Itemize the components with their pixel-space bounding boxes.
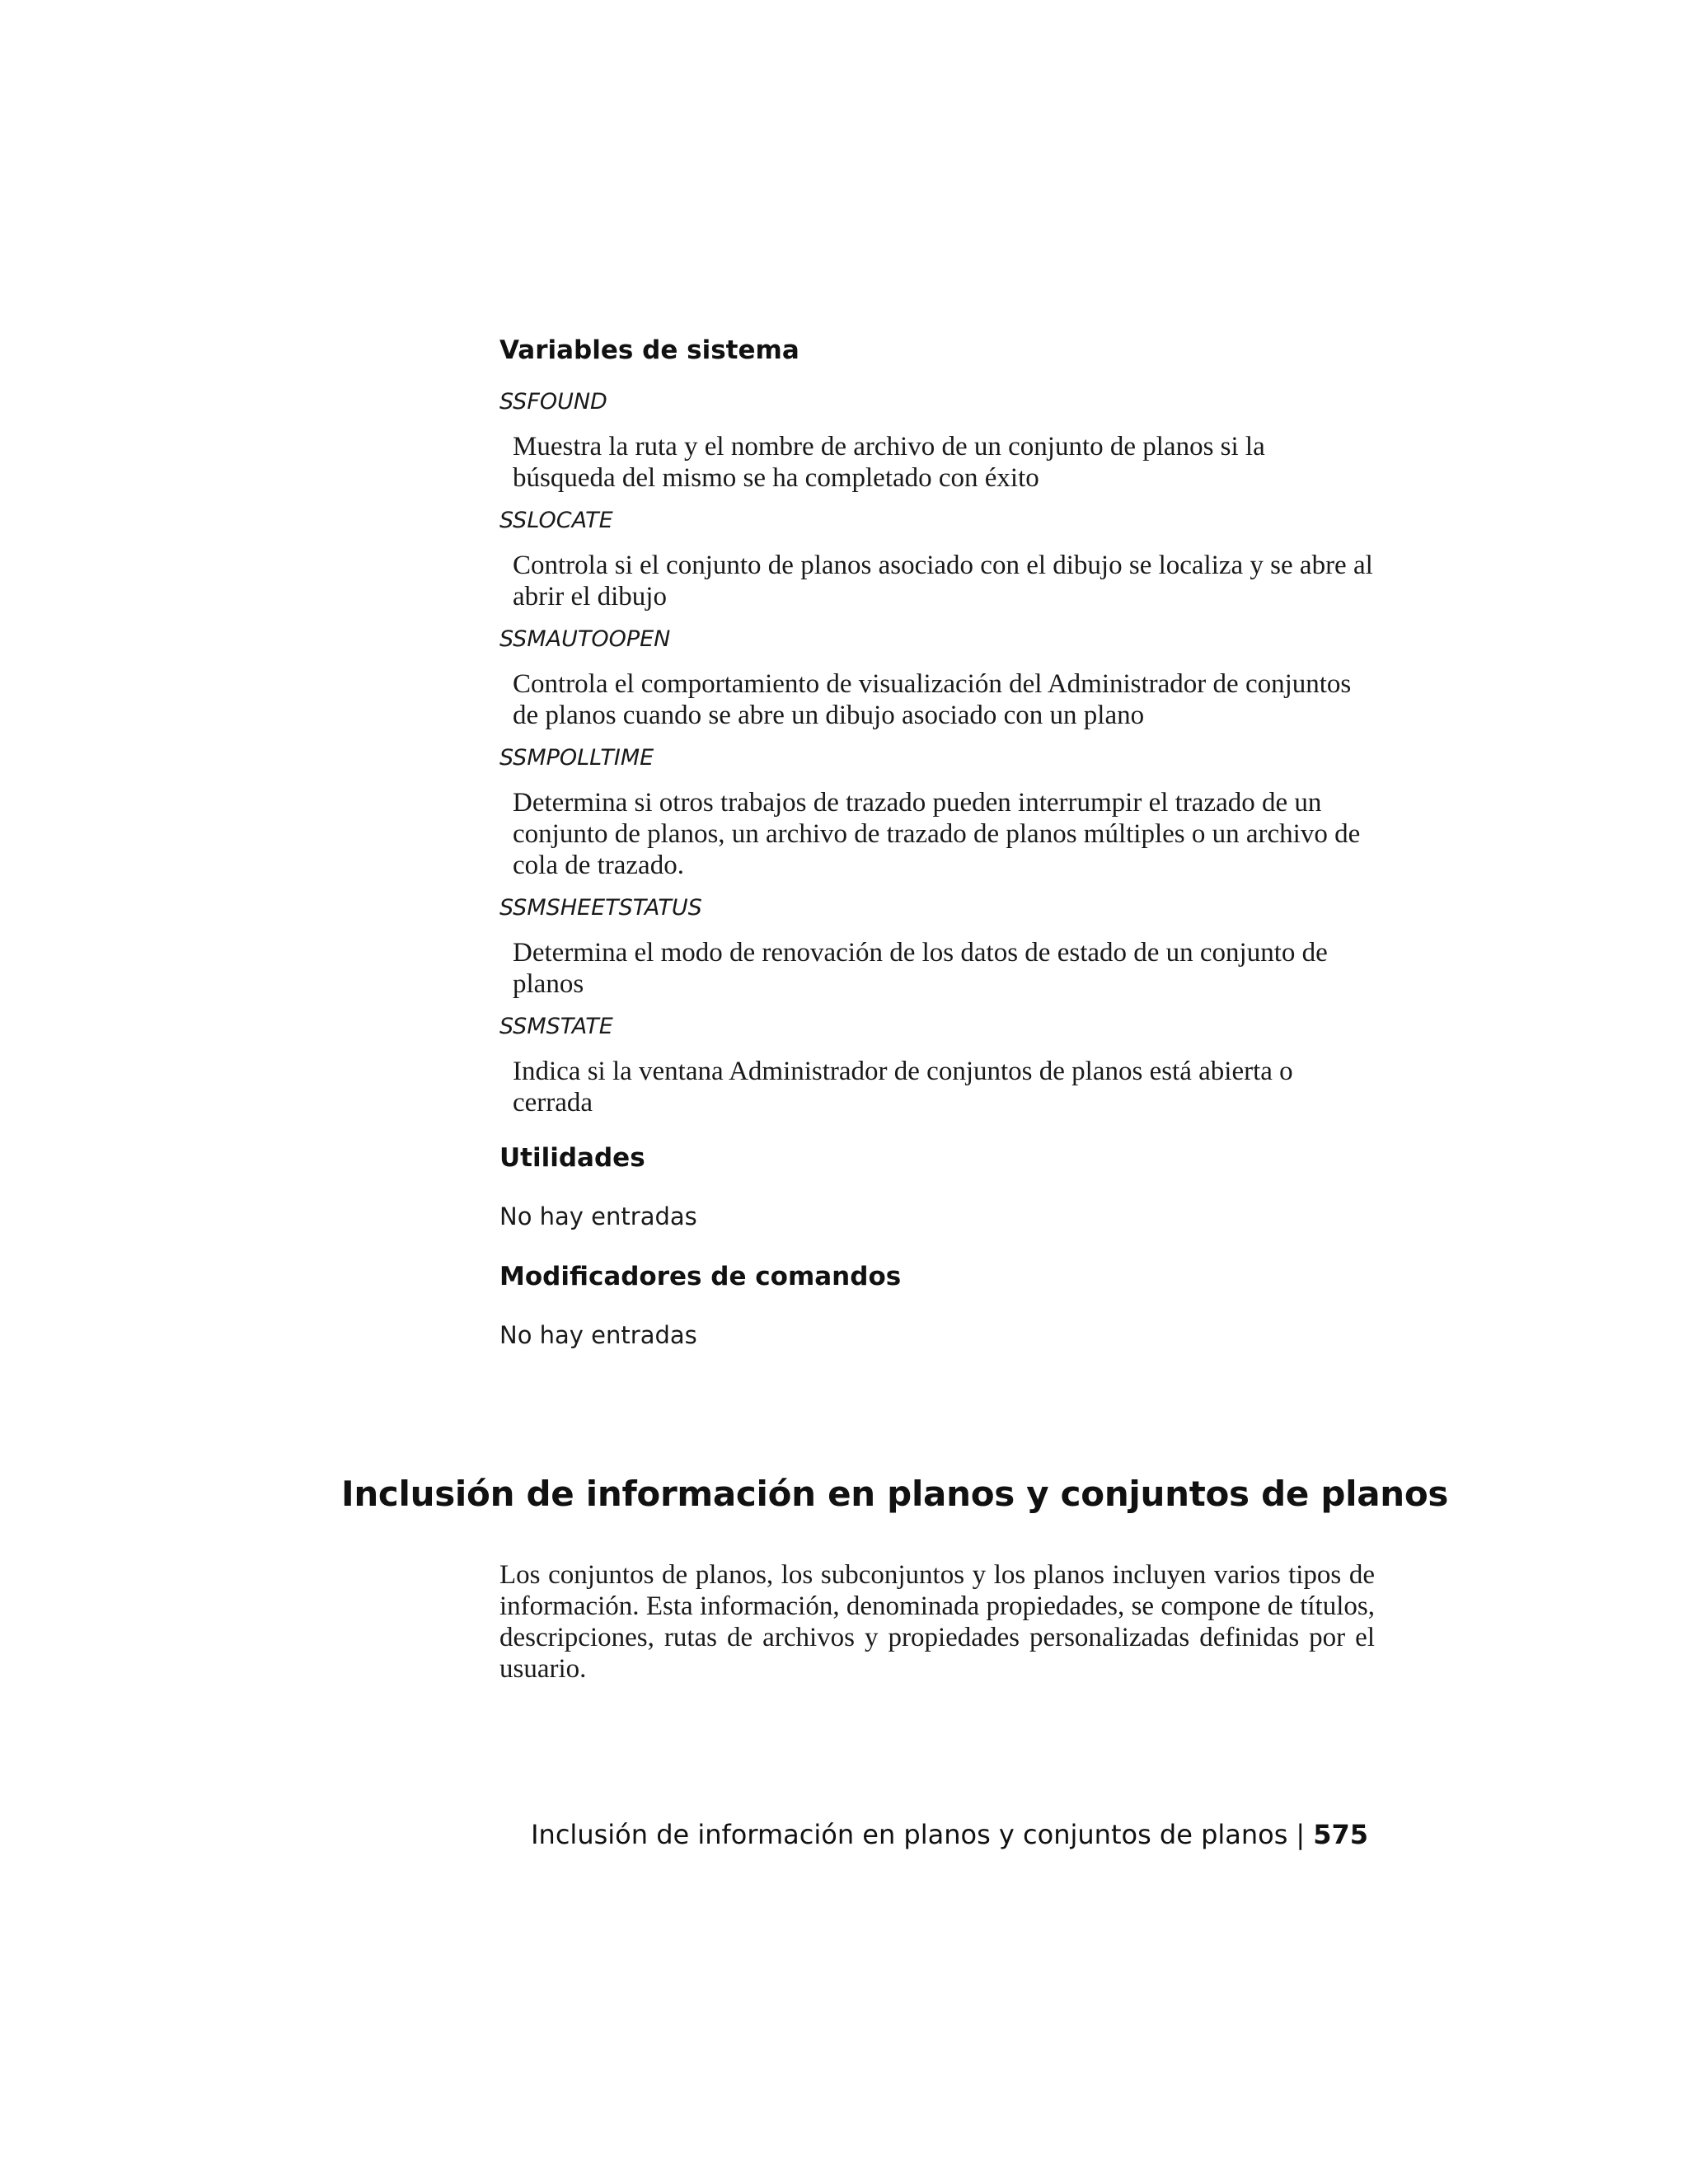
variable-name[interactable]: SSMSHEETSTATUS: [499, 895, 702, 921]
variable-entry: [499, 624, 1373, 731]
section-title: Inclusión de información en planos y conjuntos de planos: [341, 1474, 1449, 1514]
variable-description: Determina el modo de renovación de los datos de estado de un conjunto de planos: [513, 938, 1328, 999]
variable-name[interactable]: SSMPOLLTIME: [499, 745, 654, 771]
variable-description: Muestra la ruta y el nombre de archivo de un conjunto de planos si la búsqueda del mismo se ha completado con éxito: [513, 432, 1265, 493]
variable-entry: [499, 893, 1373, 1000]
variable-description: Controla el comportamiento de visualización del Administrador de conjuntos de planos cuando se abre un dibujo asociado con un plano: [513, 669, 1352, 730]
variable-name[interactable]: SSMSTATE: [499, 1014, 613, 1039]
variable-name[interactable]: SSLOCATE: [499, 508, 613, 533]
variable-entry: [499, 743, 1373, 881]
variable-entry: [499, 505, 1373, 612]
section-body: Los conjuntos de planos, los subconjuntos y los planos incluyen varios tipos de información. Esta información, denominada propiedades, se compone de títulos, descripciones, rutas de archivos y propiedades personalizadas definidas por el usuario.: [499, 1560, 1375, 1684]
footer-separator: |: [1296, 1819, 1306, 1850]
utilities-text: No hay entradas: [499, 1202, 697, 1230]
variable-description: Controla si el conjunto de planos asociado con el dibujo se localiza y se abre al abrir el dibujo: [513, 551, 1373, 612]
system-variables-heading: Variables de sistema: [499, 335, 799, 365]
page-number: 575: [1313, 1819, 1368, 1850]
command-modifiers-heading: Modificadores de comandos: [499, 1262, 902, 1291]
variable-entry: [499, 1011, 1373, 1118]
running-title: Inclusión de información en planos y conjuntos de planos: [531, 1819, 1288, 1850]
system-variables-list: [499, 387, 1373, 1118]
command-modifiers-text: No hay entradas: [499, 1321, 697, 1349]
variable-description: Determina si otros trabajos de trazado pueden interrumpir el trazado de un conjunto de planos, un archivo de trazado de planos múltiples o un archivo de cola de trazado.: [513, 788, 1361, 880]
variable-name[interactable]: SSMAUTOOPEN: [499, 626, 671, 652]
page-footer: [531, 1816, 1368, 1853]
variable-entry: [499, 387, 1373, 494]
variable-description: Indica si la ventana Administrador de conjuntos de planos está abierta o cerrada: [513, 1057, 1293, 1118]
utilities-heading: Utilidades: [499, 1143, 645, 1173]
main-content: [499, 334, 1373, 1351]
variable-name[interactable]: SSFOUND: [499, 389, 607, 415]
